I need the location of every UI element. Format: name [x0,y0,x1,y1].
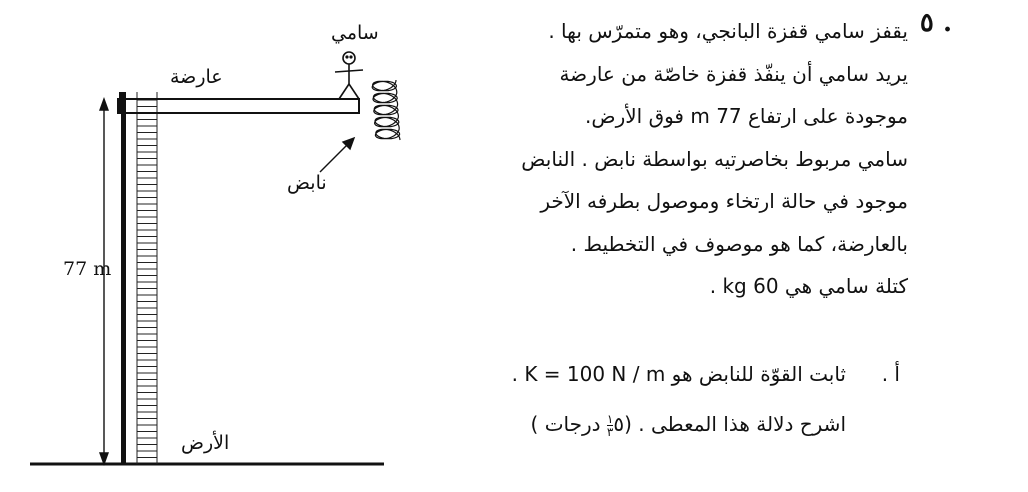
points-word: درجات ) [530,412,601,436]
question-line-7: كتلة سامي هي 60 kg . [709,274,908,298]
question-line-6: بالعارضة، كما هو موصوف في التخطيط . [570,231,908,256]
question-line-4: سامي مربوط بخاصرتيه بواسطة نابض . النابض [521,146,908,171]
question-line-3: موجودة على ارتفاع 77 m فوق الأرض. [585,104,908,128]
spring-coil [372,80,400,140]
fraction-numerator: ١ [606,412,614,426]
ground-label: الأرض [181,432,230,454]
beam-label: عارضة [170,66,223,88]
subquestion-a-text: ثابت القوّة للنابض هو K = 100 N / m . [511,362,846,386]
ladder [137,92,157,464]
jumper-figure [335,52,363,99]
question-body [468,10,908,308]
pole [121,92,126,465]
diagram-drawing [0,0,470,492]
spring-label: نابض [287,172,327,194]
points-open: ( [624,412,632,436]
height-label: 77 m [63,258,112,280]
points-number: ٥ [613,412,625,436]
subquestion-a-instruction [531,412,846,438]
jumper-label: سامي [331,22,379,44]
question-line-2: يريد سامي أن ينفّذ قفزة خاصّة من عارضة [559,61,908,86]
instruction-text: اشرح دلالة هذا المعطى . [638,412,846,436]
fraction-denominator: ٣ [606,425,614,439]
bungee-diagram [0,0,470,492]
height-arrow [100,99,108,464]
spring-pointer-arrow [320,138,354,172]
question-line-1: يقفز سامي قفزة البانجي، وهو متمرّس بها . [548,19,908,43]
question-line-5: موجود في حالة ارتخاء وموصول بطرفه الآخر [540,189,908,213]
subquestion-a-letter: أ . [881,362,900,386]
question-number: ٥ . [919,8,952,38]
